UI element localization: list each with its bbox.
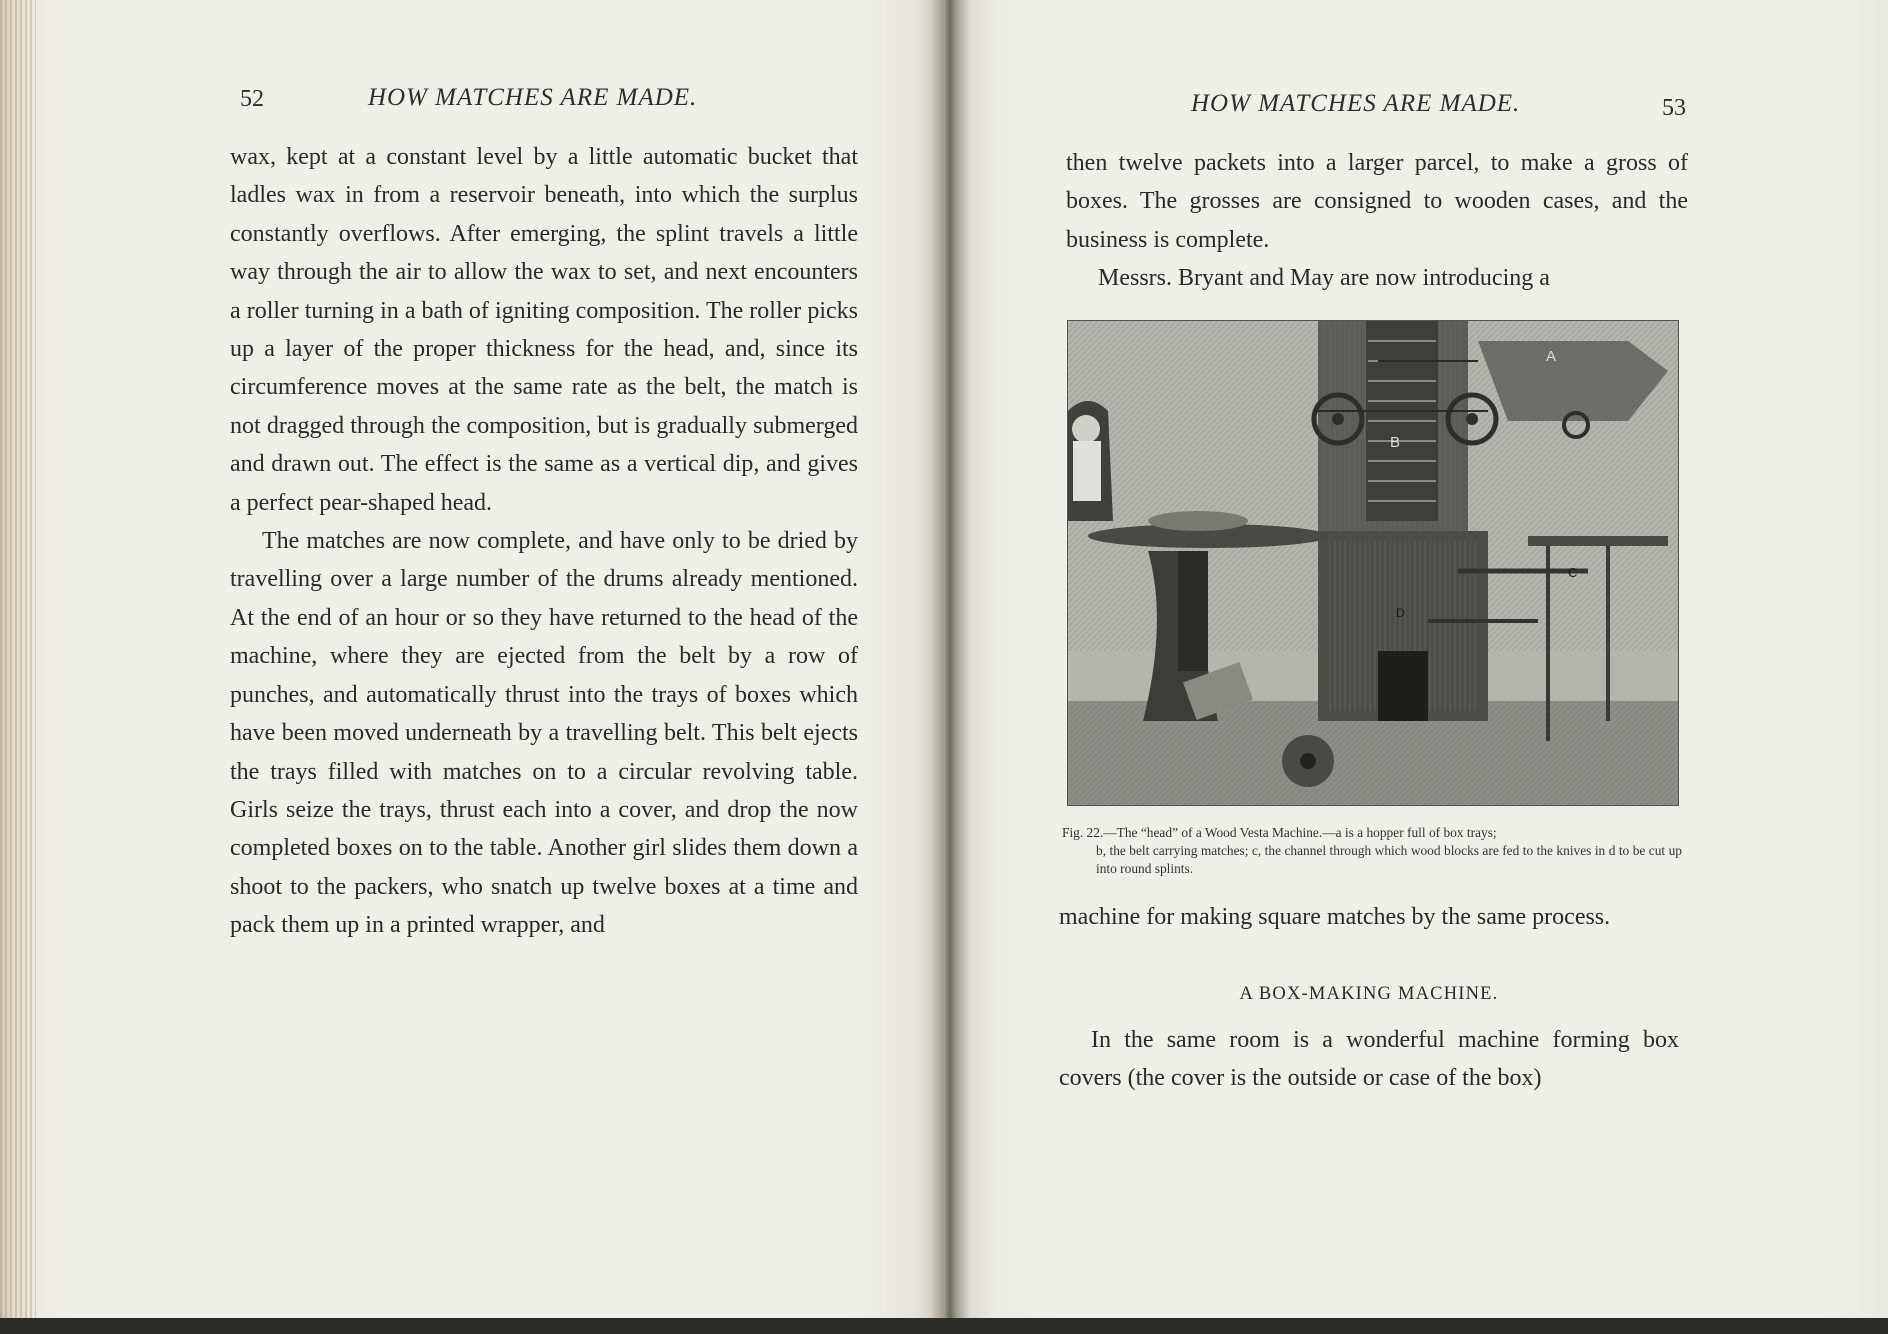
left-paragraph-1: wax, kept at a constant level by a little automatic bucket that ladles wax in from a reservoir beneath, into which the surplus constantly overflows. After emerging, the splint travels a little way through the air to allow the wax to set, and next encounters a roller turning in a bath of igniting composition. The roller picks up a layer of the proper thickness for the head, and, since its circumference moves at the same rate as the belt, the match is not dragged through the composition, but is gradually submerged and drawn out. The effect is the same as a vertical dip, and gives a perfect pear-shaped head. <box>230 144 858 516</box>
running-head-right: HOW MATCHES ARE MADE. <box>1191 90 1521 117</box>
right-paragraph-2: Messrs. Bryant and May are now introducing a <box>1098 265 1550 292</box>
left-body-text <box>230 138 858 945</box>
page-edges <box>0 0 36 1318</box>
figure-label-d: D <box>1396 606 1405 620</box>
section-heading: A BOX-MAKING MACHINE. <box>1239 984 1499 1004</box>
machine-engraving-figure <box>1067 320 1679 806</box>
right-body-text-top <box>1066 144 1688 298</box>
figure-label-b: B <box>1390 434 1401 451</box>
right-paragraph-3: machine for making square matches by the same process. <box>1059 904 1611 930</box>
running-head-left: HOW MATCHES ARE MADE. <box>368 84 698 111</box>
figure-caption <box>1062 824 1682 878</box>
book-gutter <box>930 0 970 1320</box>
page-number-right: 53 <box>1662 95 1686 121</box>
machine-illustration <box>1068 321 1678 805</box>
right-body-text-after-figure <box>1059 898 1679 936</box>
page-number-left: 52 <box>240 86 264 112</box>
right-body-text-bottom <box>1059 1021 1679 1098</box>
right-paragraph-1: then twelve packets into a larger parcel, to make a gross of boxes. The grosses are consigned to wooden cases, and the business is complete. <box>1066 150 1688 253</box>
caption-line-1: Fig. 22.—The “head” of a Wood Vesta Machine.—a is a hopper full of box trays; <box>1062 825 1497 840</box>
left-paragraph-2: The matches are now complete, and have only to be dried by travelling over a large number of the drums already mentioned. At the end of an hour or so they have returned to the head of the machine, where they are ejected from the belt by a row of punches, and automatically thrust into the trays of boxes which have been moved underneath by a travelling belt. This belt ejects the trays filled with matches on to a circular revolving table. Girls seize the trays, thrust each into a cover, and drop the now completed boxes on to the table. Another girl slides them down a shoot to the packers, who snatch up twelve boxes at a time and pack them up in a printed wrapper, and <box>230 528 858 939</box>
left-page <box>0 0 946 1318</box>
right-paragraph-4: In the same room is a wonderful machine forming box covers (the cover is the outside or case of the box) <box>1059 1027 1679 1092</box>
figure-label-c: C <box>1568 565 1578 580</box>
caption-line-2: b, the belt carrying matches; c, the channel through which wood blocks are fed to the knives in d to be cut up into round splints. <box>1096 843 1682 876</box>
figure-label-a: A <box>1546 348 1557 365</box>
